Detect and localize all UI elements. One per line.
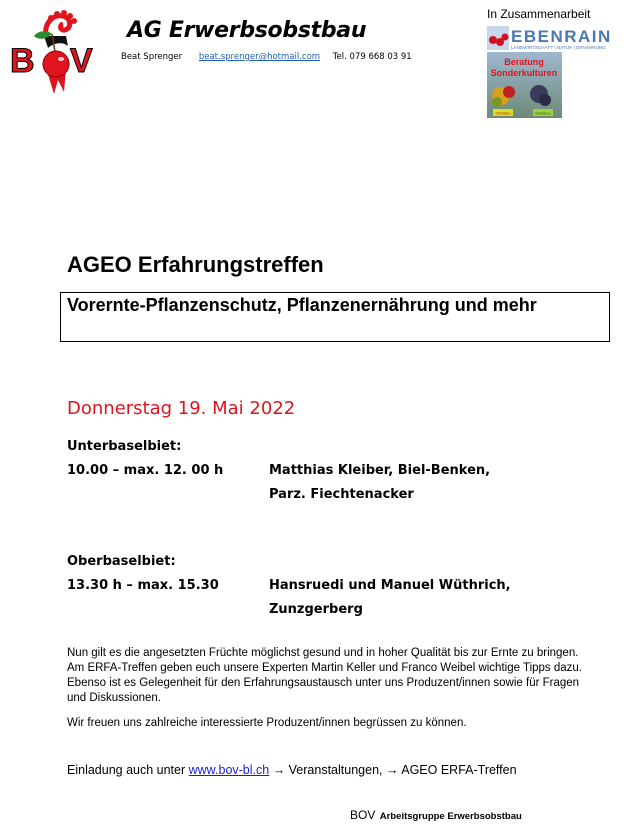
collaboration-label: In Zusammenarbeit — [487, 7, 591, 21]
invitation-line — [67, 763, 517, 777]
session-region: Unterbaselbiet: — [67, 439, 182, 454]
session-location: Hansruedi und Manuel Wüthrich, — [269, 578, 511, 593]
ebenrain-logo — [487, 26, 623, 50]
footer-signature — [350, 806, 522, 824]
beratung-fruit-image-icon — [487, 52, 562, 118]
svg-text:LANDWIRTSCHAFT | NATUR | ERNÄH: LANDWIRTSCHAFT | NATUR | ERNÄHRUNG — [511, 45, 606, 50]
session-time: 10.00 – max. 12. 00 h — [67, 463, 224, 478]
event-subtitle-box: Vorernte-Pflanzenschutz, Pflanzenernährung und mehr — [60, 292, 610, 342]
svg-text:B: B — [10, 42, 35, 80]
org-title: AG Erwerbsobstbau — [127, 18, 367, 43]
session-location-detail: Zunzgerberg — [269, 602, 363, 617]
welcome-paragraph: Wir freuen uns zahlreiche interessierte Produzent/innen begrüssen zu können. — [67, 717, 467, 729]
bov-cherry-logo-icon — [8, 6, 100, 96]
website-link[interactable]: www.bov-bl.ch — [188, 763, 270, 777]
session-time: 13.30 h – max. 15.30 — [67, 578, 219, 593]
svg-text:Obstbau: Obstbau — [495, 110, 511, 116]
session-location-detail: Parz. Fiechtenacker — [269, 487, 414, 502]
contact-line — [121, 52, 412, 62]
description-paragraph: Nun gilt es die angesetzten Früchte möglichst gesund und in hoher Qualität bis zur Ernte zu bringen. Am ERFA-Treffen geben euch unsere Experten Martin Keller und Franco Weibel wichtige Tipps dazu. Ebenso ist es Gelegenheit für den Erfahrungsaustausch unter uns Produzent/innen sowie für Fragen und Diskussionen. — [67, 647, 582, 704]
invite-prefix: Einladung auch unter — [67, 763, 189, 777]
session-location: Matthias Kleiber, Biel-Benken, — [269, 463, 491, 478]
svg-text:Beratung: Beratung — [504, 57, 544, 67]
svg-text:V: V — [70, 42, 93, 80]
footer-org: BOV — [350, 808, 376, 822]
session-region: Oberbaselbiet: — [67, 554, 176, 569]
beratung-sonderkulturen-badge — [487, 52, 562, 118]
svg-text:Sonderkulturen: Sonderkulturen — [490, 68, 558, 78]
svg-text:Weinbau: Weinbau — [535, 110, 551, 116]
contact-name: Beat Sprenger — [121, 52, 183, 62]
footer-group: Arbeitsgruppe Erwerbsobstbau — [379, 811, 522, 822]
event-title: AGEO Erfahrungstreffen — [67, 252, 324, 277]
svg-text:EBENRAIN: EBENRAIN — [511, 27, 612, 46]
bov-logo — [8, 6, 100, 96]
invite-suffix: → Veranstaltungen, → AGEO ERFA-Treffen — [269, 763, 517, 777]
ebenrain-logo-icon — [487, 26, 623, 50]
contact-email-link[interactable]: beat.sprenger@hotmail.com — [198, 52, 321, 62]
contact-phone: Tel. 079 668 03 91 — [332, 52, 412, 62]
event-date: Donnerstag 19. Mai 2022 — [67, 398, 296, 419]
